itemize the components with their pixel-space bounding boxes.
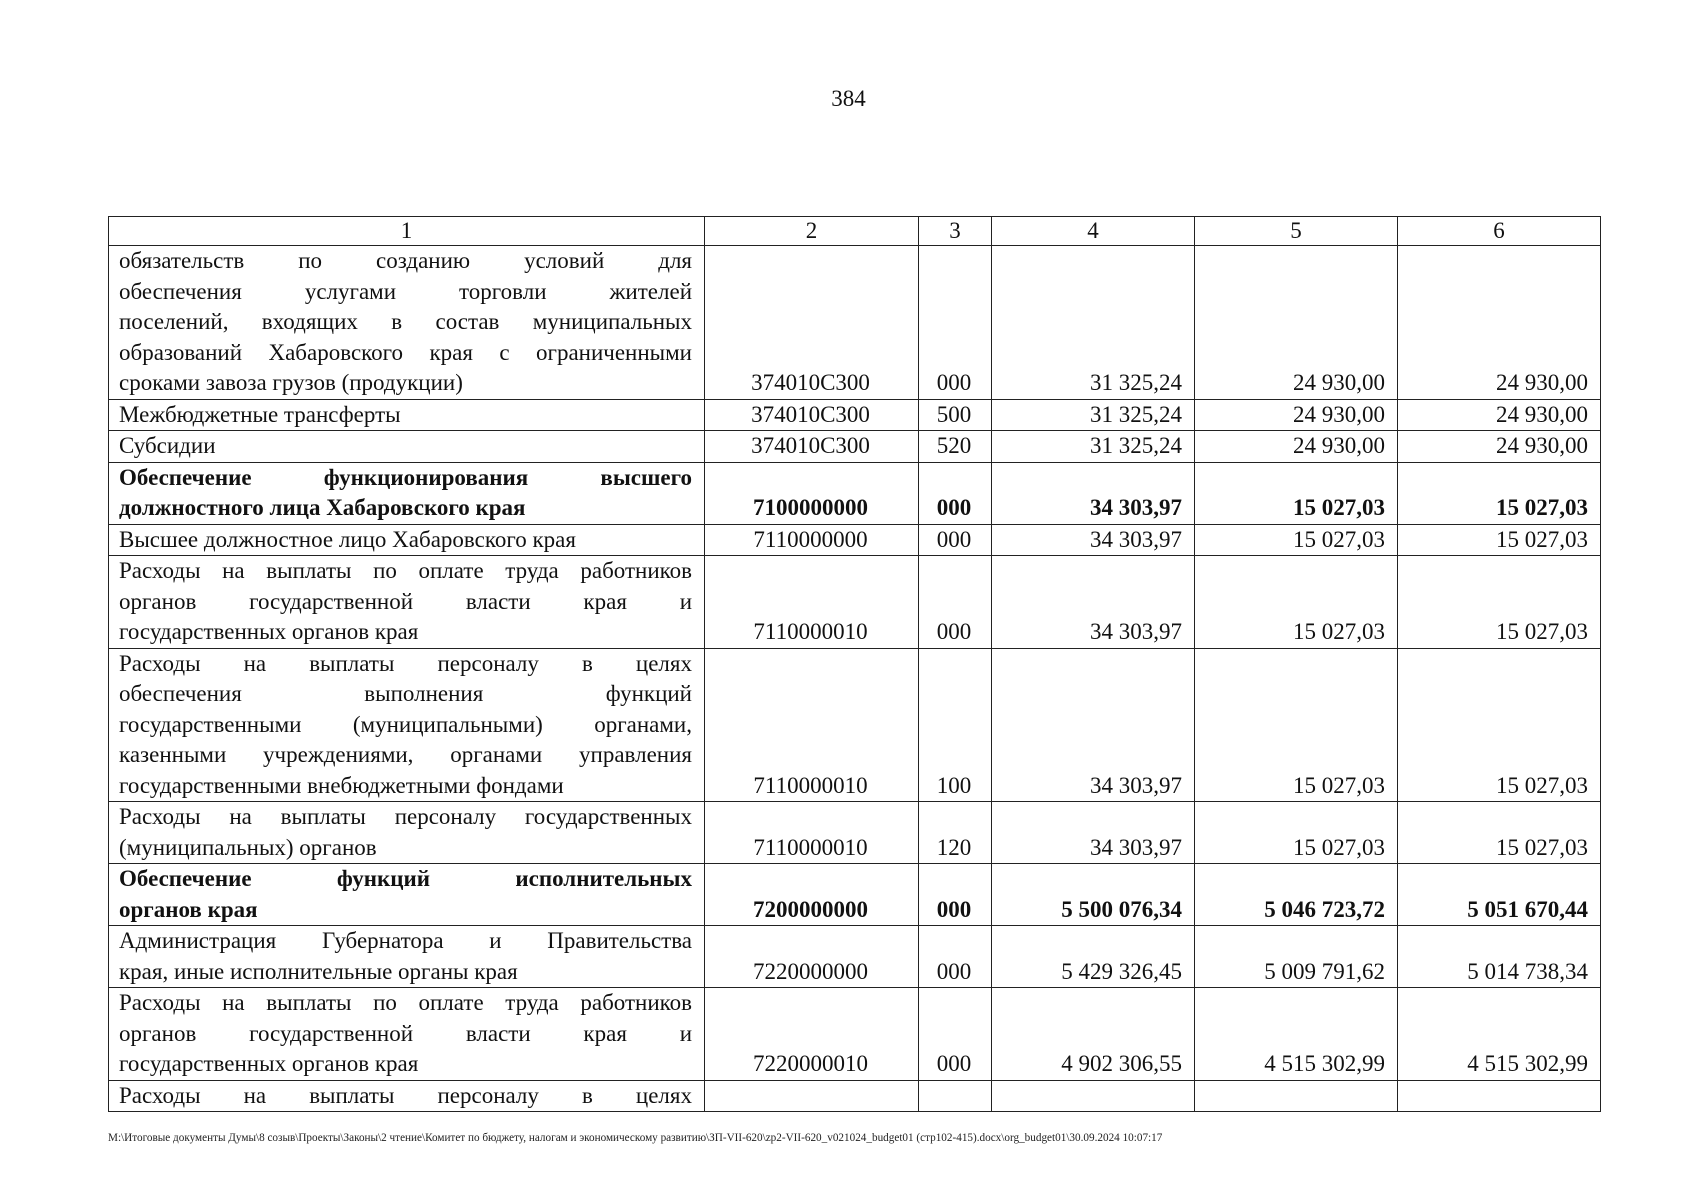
description-line: Субсидии bbox=[119, 433, 216, 458]
column-header: 6 bbox=[1398, 217, 1601, 246]
target-code bbox=[705, 1080, 919, 1112]
row-description bbox=[109, 462, 705, 524]
table-row bbox=[109, 864, 1601, 926]
row-description bbox=[109, 926, 705, 988]
expense-type: 000 bbox=[919, 926, 992, 988]
amount-col6: 4 515 302,99 bbox=[1398, 988, 1601, 1081]
amount-col4: 34 303,97 bbox=[992, 556, 1195, 649]
amount-col4: 5 500 076,34 bbox=[992, 864, 1195, 926]
description-line: сроками завоза грузов (продукции) bbox=[119, 370, 463, 395]
amount-col6: 5 051 670,44 bbox=[1398, 864, 1601, 926]
target-code: 7110000000 bbox=[705, 524, 919, 556]
target-code: 7100000000 bbox=[705, 462, 919, 524]
amount-col4: 31 325,24 bbox=[992, 246, 1195, 400]
expense-type: 520 bbox=[919, 431, 992, 463]
expense-type: 000 bbox=[919, 556, 992, 649]
amount-col5: 15 027,03 bbox=[1195, 648, 1398, 802]
row-description bbox=[109, 556, 705, 649]
amount-col6: 15 027,03 bbox=[1398, 556, 1601, 649]
amount-col6: 15 027,03 bbox=[1398, 802, 1601, 864]
amount-col5: 15 027,03 bbox=[1195, 524, 1398, 556]
row-description bbox=[109, 524, 705, 556]
row-description bbox=[109, 246, 705, 400]
description-line: государственными (муниципальными) органами, bbox=[119, 711, 692, 737]
description-line: должностного лица Хабаровского края bbox=[119, 495, 526, 520]
column-header: 4 bbox=[992, 217, 1195, 246]
budget-table bbox=[108, 216, 1601, 1112]
row-description bbox=[109, 431, 705, 463]
description-line: Обеспечение функций исполнительных bbox=[119, 866, 692, 891]
amount-col5 bbox=[1195, 1080, 1398, 1112]
column-header: 5 bbox=[1195, 217, 1398, 246]
amount-col6: 15 027,03 bbox=[1398, 524, 1601, 556]
description-line: государственных органов края bbox=[119, 619, 419, 644]
table-row bbox=[109, 1080, 1601, 1112]
description-line: Расходы на выплаты персоналу в целях bbox=[119, 650, 692, 676]
table-row bbox=[109, 246, 1601, 400]
expense-type: 000 bbox=[919, 246, 992, 400]
row-description bbox=[109, 648, 705, 802]
description-line: органов государственной власти края и bbox=[119, 588, 692, 614]
amount-col4: 34 303,97 bbox=[992, 648, 1195, 802]
amount-col4: 31 325,24 bbox=[992, 431, 1195, 463]
target-code: 7110000010 bbox=[705, 556, 919, 649]
amount-col6: 24 930,00 bbox=[1398, 246, 1601, 400]
amount-col4: 31 325,24 bbox=[992, 399, 1195, 431]
table-row bbox=[109, 556, 1601, 649]
expense-type: 000 bbox=[919, 864, 992, 926]
description-line: органов края bbox=[119, 896, 258, 922]
description-line: государственными внебюджетными фондами bbox=[119, 772, 564, 798]
description-line: обеспечения выполнения функций bbox=[119, 681, 692, 706]
description-line: Администрация Губернатора и Правительства bbox=[119, 928, 692, 953]
expense-type: 500 bbox=[919, 399, 992, 431]
row-description bbox=[109, 1080, 705, 1112]
description-line: Расходы на выплаты персоналу государственных bbox=[119, 804, 692, 829]
column-header: 3 bbox=[919, 217, 992, 246]
expense-type: 120 bbox=[919, 802, 992, 864]
description-line: Расходы на выплаты по оплате труда работников bbox=[119, 558, 692, 583]
amount-col4: 34 303,97 bbox=[992, 462, 1195, 524]
amount-col5: 24 930,00 bbox=[1195, 246, 1398, 400]
table-row bbox=[109, 648, 1601, 802]
expense-type bbox=[919, 1080, 992, 1112]
target-code: 7220000010 bbox=[705, 988, 919, 1081]
amount-col4: 4 902 306,55 bbox=[992, 988, 1195, 1081]
table-row bbox=[109, 988, 1601, 1081]
amount-col4: 34 303,97 bbox=[992, 524, 1195, 556]
description-line: (муниципальных) органов bbox=[119, 834, 377, 860]
target-code: 374010С300 bbox=[705, 246, 919, 400]
description-line: казенными учреждениями, органами управления bbox=[119, 742, 692, 767]
description-line: обязательств по созданию условий для bbox=[119, 248, 692, 273]
table-row bbox=[109, 431, 1601, 463]
description-line: Расходы на выплаты персоналу в целях bbox=[119, 1082, 692, 1108]
target-code: 374010С300 bbox=[705, 399, 919, 431]
row-description bbox=[109, 988, 705, 1081]
amount-col5: 5 046 723,72 bbox=[1195, 864, 1398, 926]
description-line: органов государственной власти края и bbox=[119, 1020, 692, 1046]
target-code: 7200000000 bbox=[705, 864, 919, 926]
description-line: образований Хабаровского края с ограниченными bbox=[119, 339, 692, 365]
amount-col5: 4 515 302,99 bbox=[1195, 988, 1398, 1081]
amount-col6 bbox=[1398, 1080, 1601, 1112]
file-path-footer: M:\Итоговые документы Думы\8 созыв\Проекты\Законы\2 чтение\Комитет по бюджету, налогам и экономическому развитию\ЗП-VII-620\zp2-VII-620_v021024_budget01 (стр102-415).docx\org_budget01\30.09.2024 10:07:17 bbox=[108, 1132, 1163, 1144]
amount-col5: 24 930,00 bbox=[1195, 431, 1398, 463]
amount-col6: 24 930,00 bbox=[1398, 399, 1601, 431]
description-line: Высшее должностное лицо Хабаровского края bbox=[119, 526, 576, 552]
amount-col4: 5 429 326,45 bbox=[992, 926, 1195, 988]
table-row bbox=[109, 802, 1601, 864]
amount-col6: 15 027,03 bbox=[1398, 462, 1601, 524]
expense-type: 000 bbox=[919, 462, 992, 524]
description-line: Расходы на выплаты по оплате труда работников bbox=[119, 990, 692, 1015]
amount-col6: 15 027,03 bbox=[1398, 648, 1601, 802]
target-code: 7110000010 bbox=[705, 648, 919, 802]
table-row bbox=[109, 524, 1601, 556]
expense-type: 000 bbox=[919, 988, 992, 1081]
column-header: 2 bbox=[705, 217, 919, 246]
expense-type: 100 bbox=[919, 648, 992, 802]
amount-col4 bbox=[992, 1080, 1195, 1112]
target-code: 7220000000 bbox=[705, 926, 919, 988]
description-line: края, иные исполнительные органы края bbox=[119, 958, 518, 984]
amount-col4: 34 303,97 bbox=[992, 802, 1195, 864]
table-body bbox=[109, 246, 1601, 1112]
amount-col5: 24 930,00 bbox=[1195, 399, 1398, 431]
amount-col5: 15 027,03 bbox=[1195, 556, 1398, 649]
table-row bbox=[109, 926, 1601, 988]
row-description bbox=[109, 399, 705, 431]
row-description bbox=[109, 802, 705, 864]
amount-col5: 15 027,03 bbox=[1195, 802, 1398, 864]
column-header: 1 bbox=[109, 217, 705, 246]
table-row bbox=[109, 399, 1601, 431]
description-line: государственных органов края bbox=[119, 1051, 419, 1076]
amount-col5: 5 009 791,62 bbox=[1195, 926, 1398, 988]
description-line: Обеспечение функционирования высшего bbox=[119, 464, 692, 490]
amount-col5: 15 027,03 bbox=[1195, 462, 1398, 524]
target-code: 7110000010 bbox=[705, 802, 919, 864]
row-description bbox=[109, 864, 705, 926]
page-number: 384 bbox=[831, 86, 866, 111]
column-number-row bbox=[109, 217, 1601, 246]
amount-col6: 5 014 738,34 bbox=[1398, 926, 1601, 988]
description-line: Межбюджетные трансферты bbox=[119, 401, 401, 427]
description-line: поселений, входящих в состав муниципальных bbox=[119, 309, 692, 334]
target-code: 374010С300 bbox=[705, 431, 919, 463]
expense-type: 000 bbox=[919, 524, 992, 556]
amount-col6: 24 930,00 bbox=[1398, 431, 1601, 463]
table-row bbox=[109, 462, 1601, 524]
description-line: обеспечения услугами торговли жителей bbox=[119, 278, 692, 304]
